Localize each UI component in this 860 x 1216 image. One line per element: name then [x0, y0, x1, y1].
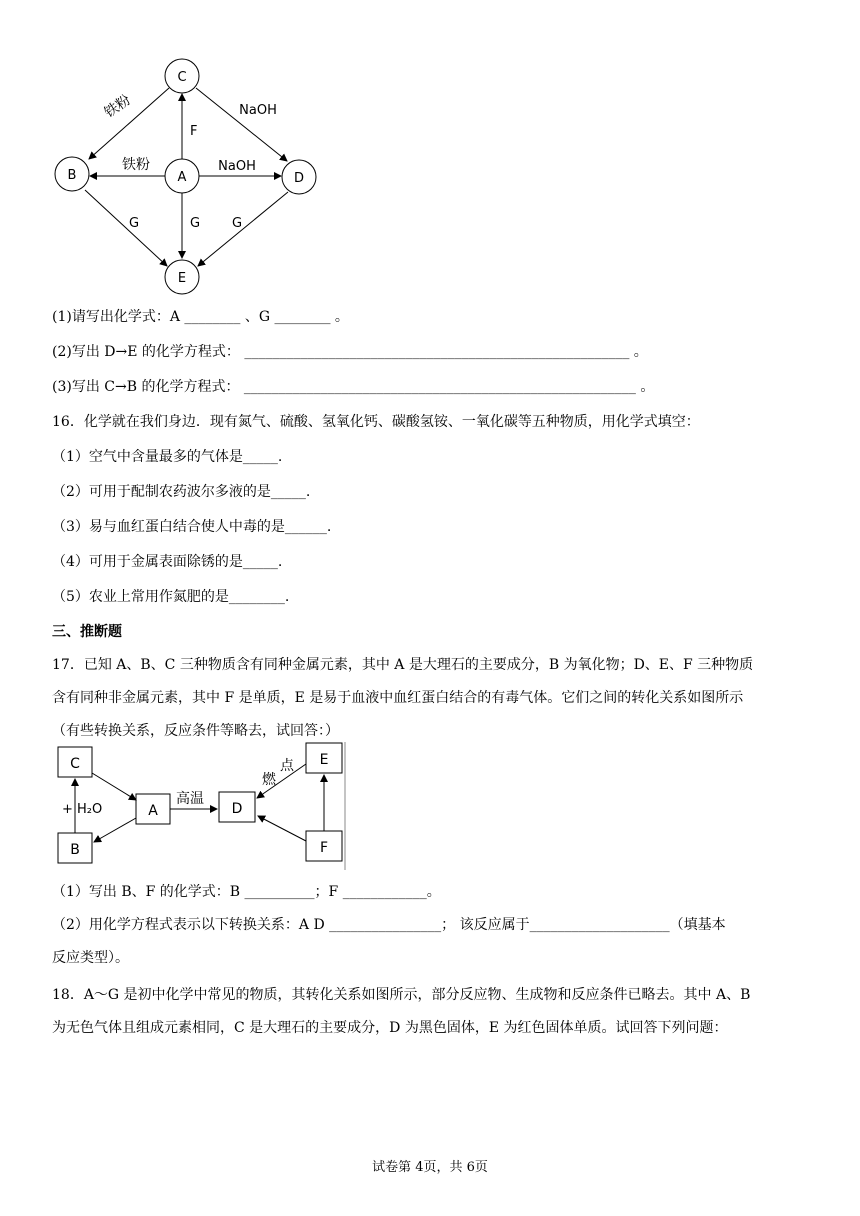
q17-stem-3: （有些转换关系，反应条件等略去，试回答：）	[52, 723, 339, 739]
node-a: A	[177, 170, 187, 185]
label-b-to-e: G	[128, 216, 140, 231]
q17-stem-2: 含有同种非金属元素，其中 F 是单质，E 是易于血液中血红蛋白结合的有毒气体。它们之间的转化关系如图所示	[52, 690, 744, 706]
label-gaowen: 高温	[176, 791, 204, 807]
box-a: A	[148, 803, 158, 819]
q16-item-4: （4）可用于金属表面除锈的是_____.	[52, 554, 283, 570]
page-footer: 试卷第 4页，共 6页	[372, 1160, 488, 1175]
box-b: B	[70, 842, 80, 858]
q15-part2: (2)写出 D→E 的化学方程式： _______________________________________________________ 。	[52, 344, 648, 360]
box-f: F	[319, 840, 329, 856]
q17-part2-cont: 反应类型）。	[52, 950, 129, 966]
label-ran: 燃	[262, 772, 276, 788]
q15-part3: (3)写出 C→B 的化学方程式： ________________________________________________________ 。	[52, 379, 655, 395]
q16-item-5: （5）农业上常用作氮肥的是________.	[52, 589, 290, 605]
node-c: C	[177, 70, 187, 85]
box-diagram	[52, 740, 362, 875]
section-title: 三、推断题	[52, 624, 122, 640]
q16-item-2: （2）可用于配制农药波尔多液的是_____.	[52, 484, 311, 500]
q16-stem: 16．化学就在我们身边．现有氮气、硫酸、氢氧化钙、碳酸氢铵、一氧化碳等五种物质，用化学式填空：	[52, 414, 700, 430]
label-a-to-d: NaOH	[218, 159, 256, 174]
box-e: E	[319, 752, 329, 768]
edge-b-to-e	[85, 190, 167, 266]
node-b: B	[67, 168, 77, 183]
label-h2o: + H₂O	[62, 802, 103, 817]
label-dian: 点	[280, 758, 294, 774]
label-a-to-b: 铁粉	[122, 157, 150, 173]
arrow-f-to-d	[258, 816, 306, 841]
q18-stem-2: 为无色气体且组成元素相同，C 是大理石的主要成分，D 为黑色固体，E 为红色固体单质。试回答下列问题：	[52, 1020, 728, 1036]
box-c: C	[70, 756, 80, 772]
q17-part1: （1）写出 B、F 的化学式：B __________；F ____________。	[52, 884, 441, 900]
q18-stem-1: 18．A～G 是初中化学中常见的物质，其转化关系如图所示，部分反应物、生成物和反应条件已略去。其中 A、B	[52, 987, 751, 1003]
q15-part1: (1)请写出化学式：A ________ 、G ________ 。	[52, 309, 349, 325]
node-d: D	[293, 171, 305, 186]
label-d-to-e: G	[231, 216, 243, 231]
label-c-to-d: NaOH	[239, 103, 277, 118]
q16-item-3: （3）易与血红蛋白结合使人中毒的是______.	[52, 519, 332, 535]
node-e: E	[177, 271, 187, 286]
box-d: D	[231, 801, 243, 817]
arrow-a-to-b	[94, 818, 136, 842]
q17-stem-1: 17．已知 A、B、C 三种物质含有同种金属元素，其中 A 是大理石的主要成分，B 为氧化物；D、E、F 三种物质	[52, 657, 754, 673]
circle-diagram	[40, 50, 340, 300]
q16-item-1: （1）空气中含量最多的气体是_____.	[52, 449, 283, 465]
label-c-to-b: 铁粉	[101, 92, 134, 122]
label-a-to-c: F	[190, 124, 198, 139]
label-a-to-e: G	[189, 216, 201, 231]
edge-c-to-d	[196, 88, 287, 161]
edge-d-to-e	[198, 192, 288, 266]
arrow-c-to-a	[92, 773, 136, 800]
q17-part2: （2）用化学方程式表示以下转换关系：A D ________________； 该反应属于____________________（填基本	[52, 917, 726, 933]
